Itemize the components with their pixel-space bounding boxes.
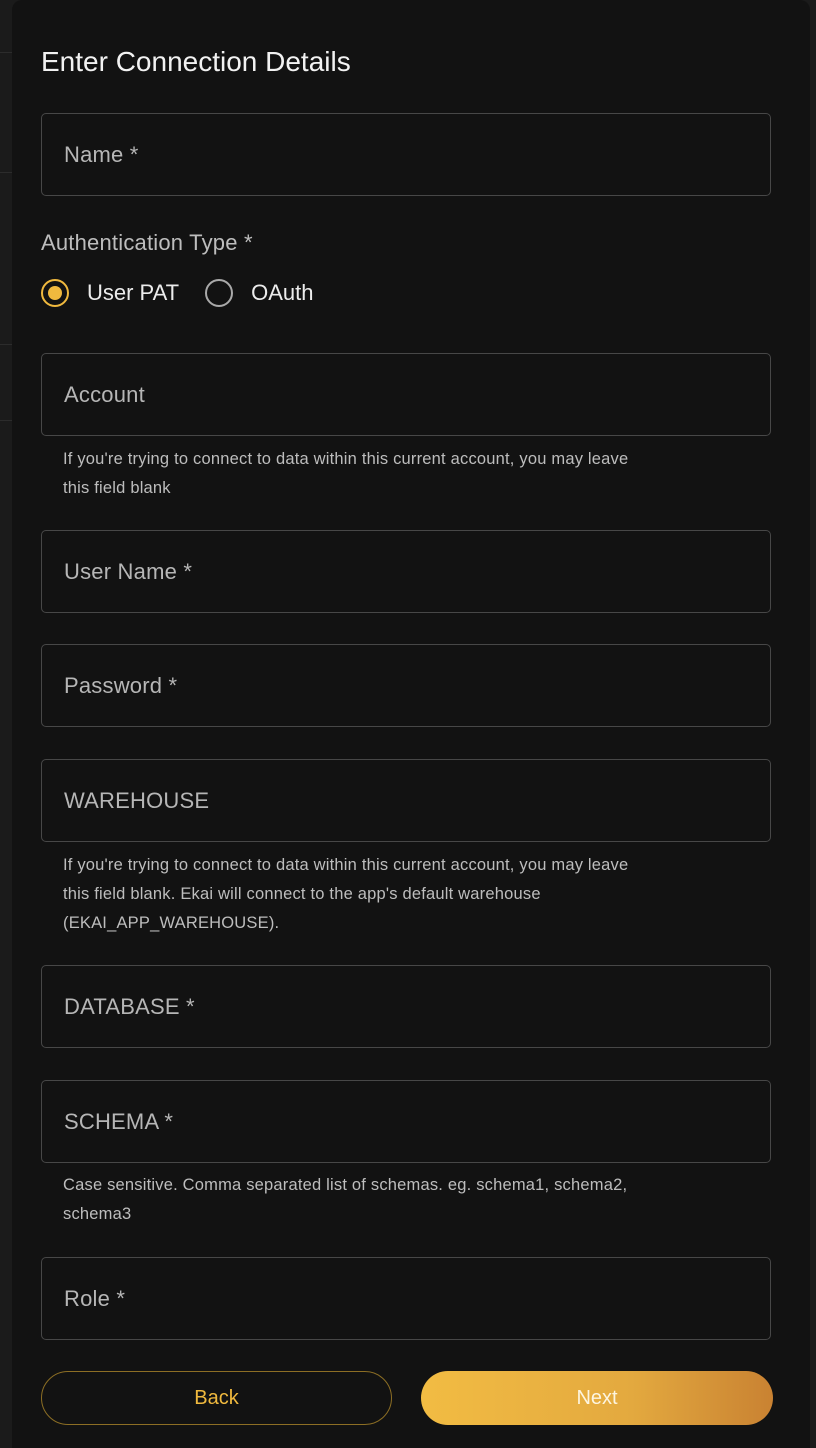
oauth-radio[interactable] <box>205 279 233 307</box>
database-placeholder: DATABASE * <box>64 993 195 1019</box>
oauth-label[interactable]: OAuth <box>251 280 314 305</box>
user-name-placeholder: User Name * <box>64 558 193 584</box>
role-placeholder: Role * <box>64 1285 126 1311</box>
schema-helper-text <box>63 1171 743 1229</box>
database-field[interactable] <box>41 965 771 1048</box>
account-placeholder: Account <box>64 381 145 407</box>
helper-line: this field blank <box>63 479 171 497</box>
password-field[interactable] <box>41 644 771 727</box>
helper-line: this field blank. Ekai will connect to the app's default warehouse <box>63 885 541 903</box>
authentication-type-label: Authentication Type * <box>41 230 253 255</box>
password-placeholder: Password * <box>64 672 178 698</box>
warehouse-placeholder: WAREHOUSE <box>64 787 210 813</box>
helper-line: Case sensitive. Comma separated list of schemas. eg. schema1, schema2, <box>63 1176 628 1194</box>
helper-line: schema3 <box>63 1205 132 1223</box>
warehouse-field[interactable] <box>41 759 771 842</box>
user-pat-radio[interactable] <box>41 279 69 307</box>
user-pat-label[interactable]: User PAT <box>87 280 180 305</box>
name-field[interactable] <box>41 113 771 196</box>
role-field[interactable] <box>41 1257 771 1340</box>
warehouse-helper-text <box>63 851 743 938</box>
helper-line: (EKAI_APP_WAREHOUSE). <box>63 914 280 932</box>
schema-field[interactable] <box>41 1080 771 1163</box>
helper-line: If you're trying to connect to data within this current account, you may leave <box>63 450 629 468</box>
schema-placeholder: SCHEMA * <box>64 1108 174 1134</box>
authentication-type-radio-group <box>41 276 339 310</box>
account-helper-text <box>63 445 743 503</box>
name-placeholder: Name * <box>64 141 139 167</box>
page-title: Enter Connection Details <box>41 46 351 77</box>
helper-line: If you're trying to connect to data within this current account, you may leave <box>63 856 629 874</box>
user-name-field[interactable] <box>41 530 771 613</box>
account-field[interactable] <box>41 353 771 436</box>
back-button[interactable]: Back <box>41 1371 392 1425</box>
next-button[interactable]: Next <box>421 1371 773 1425</box>
